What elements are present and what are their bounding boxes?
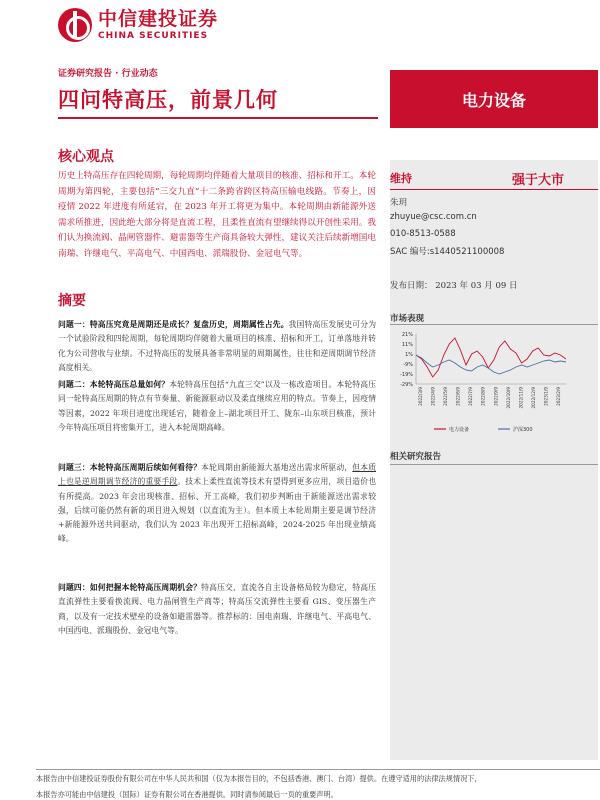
summary-para-1 (58, 318, 376, 375)
disclaimer-line-1: 本报告由中信建投证券股份有限公司在中华人民共和国（仅为本报告目的，不包括香港、澳门、台湾）提供。在遵守适用的法律法规情况下， (36, 774, 482, 783)
rating-label: 维持 (390, 172, 412, 185)
report-title: 四问特高压，前景几何 (58, 88, 278, 112)
summary-body: 本轮特高压包括“九直三交”以及一栋改造项目。本轮特高压同一轮特高压周期的特点有节奏量、新能源驱动以及柔直继续应用的特点。节奏上，因疫情等因素，2022 年项目进度出现延宕，随着金上–湖北项目开工、陇东–山东项目核准，预计今年特高压项目将密集开工，进入本轮周期高峰。 (58, 380, 376, 432)
y-tick-label: 1% (405, 352, 413, 358)
summary-question: 问题二：本轮特高压总量如何？ (58, 380, 170, 389)
analyst-sac: SAC 编号:s1440521100008 (390, 247, 505, 257)
summary-para-4 (58, 581, 376, 638)
company-logo (58, 8, 218, 42)
market-divider (390, 324, 598, 325)
related-divider (390, 464, 598, 465)
summary-body: 特高压交、直流各自主设备格局较为稳定，特高压直流弹性主要看换流阀、电力晶闸管生产商等；特高压交流弹性主要看 GIS、变压器生产商，以及有一定技术壁垒的设备如避雷器等。推荐标的：国电南瑞、许继电气、平高电气、中国西电、派瑞股份、金冠电气等。 (58, 583, 376, 635)
rating-value: 强于大市 (511, 173, 564, 188)
x-tick-label: 2022/11/9 (518, 387, 524, 409)
y-tick-label: -19% (400, 372, 413, 378)
market-performance-chart (390, 328, 598, 438)
series-line-1 (416, 338, 566, 377)
disclaimer-line-2: 本报告亦可能由中信建投（国际）证券有限公司在香港提供。同时请参阅最后一页的重要声明。 (36, 790, 338, 799)
y-tick-label: 21% (401, 332, 413, 338)
y-tick-label: -29% (400, 382, 413, 388)
core-heading: 核心观点 (58, 149, 114, 165)
x-tick-label: 2023/2/9 (556, 387, 561, 406)
summary-heading: 摘要 (58, 293, 86, 309)
x-tick-label: 2022/5/9 (443, 387, 449, 406)
summary-question: 问题三：本轮特高压周期后续如何看待？ (58, 463, 202, 472)
analyst-name: 朱玥 (390, 198, 408, 208)
logo-en-text: CHINA SECURITIES (98, 31, 209, 41)
publish-date: 发布日期： 2023 年 03 月 09 日 (390, 281, 518, 291)
report-type: 证券研究报告 · 行业动态 (58, 69, 158, 79)
legend-label-2: 沪深300 (513, 427, 533, 433)
title-divider (58, 117, 378, 119)
related-heading: 相关研究报告 (390, 452, 442, 462)
x-tick-label: 2022/9/9 (493, 387, 499, 406)
core-text: 历史上特高压存在四轮周期，每轮周期均伴随着大量项目的核准、招标和开工。本轮周期为第四轮，主要包括“三交九直”十二条跨省跨区特高压输电线路。节奏上，因疫情 2022 年进度有所延宕，在 2023 年开工将更为集中。本轮周期由新能源外送需求所推进，因此绝大部分将是直流工程，且柔性直流有望继续得以开创性采用。我们认为换流阀、晶闸管器件、避雷器等生产商具备较大弹性，建议关注后续新增国电南瑞、许继电气、平高电气、中国西电、派瑞股份、金冠电气等。 (58, 171, 376, 259)
summary-para-3 (58, 461, 376, 547)
logo-mark-icon (58, 8, 92, 42)
summary-question: 问题一：特高压究竟是周期还是成长？复盘历史，周期属性占先。 (58, 320, 289, 329)
x-tick-label: 2022/3/9 (418, 387, 423, 406)
market-heading: 市场表现 (390, 314, 425, 324)
x-tick-label: 2022/6/9 (455, 387, 461, 406)
analyst-email: zhuyue@csc.com.cn (390, 212, 477, 222)
y-tick-label: -9% (403, 362, 413, 368)
sector-label: 电力设备 (390, 70, 598, 128)
summary-emphasis: 但本质上也是逆周期调节经济的重要手段 (58, 463, 377, 487)
summary-body: 我国特高压发展史可分为一个试验阶段和四轮周期，每轮周期均伴随着大量项目的核准、招标和开工，订单落地并转化为公司营收与业绩。不过特高压的发展具备非常明显的周期属性，往往和逆周期调节经济高度相关。 (58, 320, 377, 372)
summary-body: 。技术上柔性直流等技术有望得到更多应用，项目造价也有所提高。2023 年会出现核准、招标、开工高峰，我们初步判断由于新能源送出需求较强，后续可能仍然有新的项目进入规划（以直流为主）。但本质上本轮周期主要是调节经济+新能源外送共同驱动，我们认为 2023 年出现开工招标高峰，2024-2025 年出现业绩高峰。 (58, 477, 377, 544)
legend-label-1: 电力设备 (449, 427, 470, 433)
summary-body: 本轮周期由新能源大基地送出需求所驱动， (201, 463, 353, 472)
analyst-phone: 010-8513-0588 (390, 229, 456, 239)
y-tick-label: 11% (401, 342, 413, 348)
sidebar-panel (390, 160, 598, 760)
summary-question: 问题四：如何把握本轮特高压周期机会？ (58, 583, 202, 592)
summary-para-2 (58, 378, 376, 435)
x-tick-label: 2022/8/9 (480, 387, 486, 406)
x-tick-label: 2022/4/9 (430, 387, 436, 406)
x-tick-label: 2022/10/9 (505, 387, 511, 409)
footer-divider (36, 769, 600, 770)
logo-cn-text: 中信建投证券 (98, 8, 219, 30)
x-tick-label: 2022/7/9 (468, 387, 474, 406)
rating-row (390, 168, 598, 190)
x-tick-label: 2023/1/9 (543, 387, 549, 406)
x-tick-label: 2022/12/9 (530, 387, 536, 409)
